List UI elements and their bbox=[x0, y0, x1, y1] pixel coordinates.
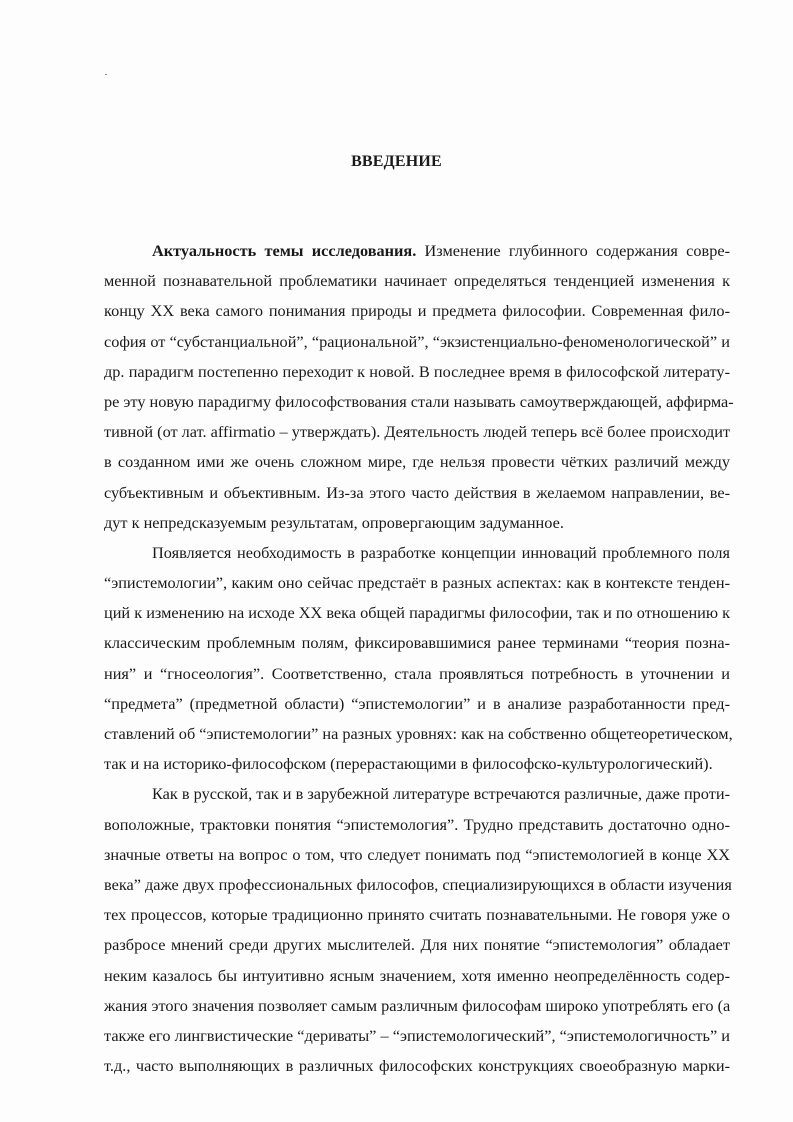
scan-speck bbox=[105, 74, 107, 75]
text-line: “предмета” (предметной области) “эпистемологии” и в анализе разработанности пред- bbox=[104, 693, 730, 713]
text-line: жания этого значения позволяет самым различным философам широко употреблять его (а bbox=[104, 995, 731, 1015]
text-line: разбросе мнений среди других мыслителей. Для них понятие “эпистемология” обладает bbox=[104, 935, 730, 955]
text-line: классическим проблемным полям, фиксировавшимися ранее терминами “теория позна- bbox=[104, 633, 730, 653]
text-line: субъективным и объективным. Из-за этого часто действия в желаемом направлении, ве- bbox=[104, 482, 730, 502]
text-line: так и на историко-философском (перерастающими в философско-культурологический). bbox=[104, 754, 713, 774]
text-line: Появляется необходимость в разработке концепции инноваций проблемного поля bbox=[152, 542, 730, 562]
text-line: ния” и “гносеология”. Соответственно, стала проявляться потребность в уточнении и bbox=[104, 663, 730, 683]
lead-phrase: Актуальность темы исследования. bbox=[152, 241, 417, 260]
text-line: также его лингвистические “дериваты” – “эпистемологический”, “эпистемологичность” и bbox=[104, 1025, 730, 1045]
text-line: значные ответы на вопрос о том, что следует понимать под “эпистемологией в конце XX bbox=[104, 844, 730, 864]
text-line: в созданном ими же очень сложном мире, где нельзя провести чётких различий между bbox=[104, 452, 730, 472]
text-line: ций к изменению на исходе XX века общей парадигмы философии, так и по отношению к bbox=[104, 603, 731, 623]
text-line: менной познавательной проблематики начинает определяться тенденцией изменения к bbox=[104, 271, 730, 291]
text-line: Как в русской, так и в зарубежной литературе встречаются различные, даже проти- bbox=[152, 784, 730, 804]
text-line-content: Изменение глубинного содержания совре- bbox=[416, 241, 730, 260]
text-line: ставлений об “эпистемологии” на разных уровнях: как на собственно общетеоретическом, bbox=[104, 724, 733, 743]
text-line bbox=[104, 236, 730, 266]
text-line: софия от “субстанциальной”, “рациональной”, “экзистенциально-феноменологической” и bbox=[104, 331, 730, 351]
text-line: века” даже двух профессиональных философов, специализирующихся в области изучения bbox=[104, 874, 732, 894]
text-line: “эпистемологии”, каким оно сейчас предстаёт в разных аспектах: как в контексте тенден- bbox=[104, 573, 730, 593]
text-line: дут к непредсказуемым результатам, опровергающим задуманное. bbox=[104, 512, 564, 532]
text-line: тех процессов, которые традиционно принято считать познавательными. Не говоря уже о bbox=[104, 905, 730, 925]
text-line: концу XX века самого понимания природы и предмета философии. Современная фило- bbox=[104, 301, 730, 321]
text-line: воположные, трактовки понятия “эпистемология”. Трудно представить достаточно одно- bbox=[104, 814, 730, 834]
text-line: ре эту новую парадигму философствования стали называть самоутверждающей, аффирма- bbox=[104, 391, 734, 411]
body-text bbox=[104, 236, 734, 1081]
text-line: неким казалось бы интуитивно ясным значением, хотя именно неопределённость содер- bbox=[104, 965, 730, 985]
text-line: тивной (от лат. affirmatio – утверждать). Деятельность людей теперь всё более происходит bbox=[104, 422, 731, 442]
page-title: ВВЕДЕНИЕ bbox=[351, 153, 442, 170]
text-line: т.д., часто выполняющих в различных философских конструкциях своеобразную марки- bbox=[104, 1056, 730, 1076]
text-line: др. парадигм постепенно переходит к новой. В последнее время в философской литерату- bbox=[104, 361, 730, 381]
